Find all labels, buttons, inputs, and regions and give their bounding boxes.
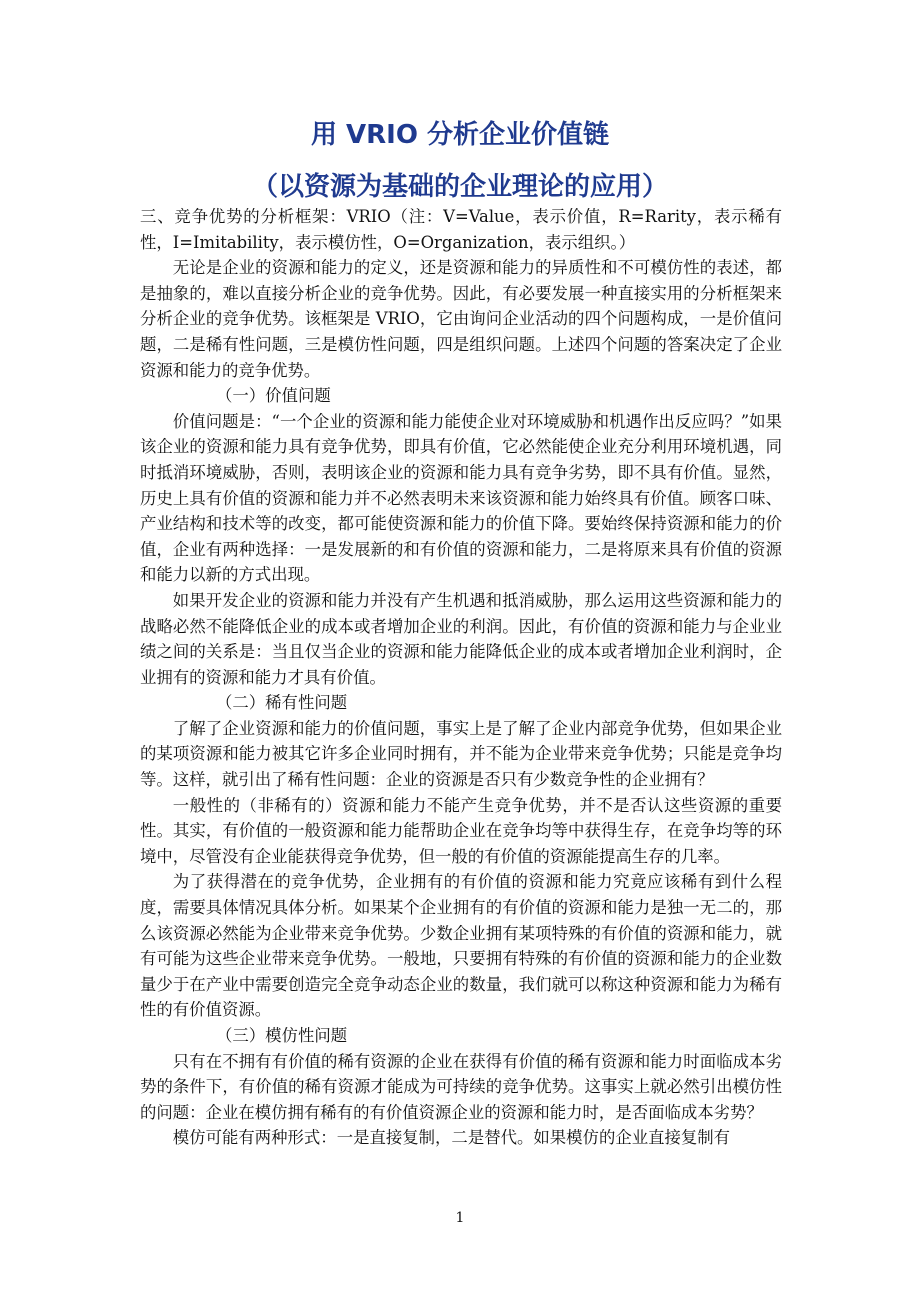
paragraph: 一般性的（非稀有的）资源和能力不能产生竞争优势，并不是否认这些资源的重要性。其实，有价值的一般资源和能力能帮助企业在竞争均等中获得生存，在竞争均等的环境中，尽管没有企业能获得竞争优势，但一般的有价值的资源能提高生存的几率。 — [140, 795, 782, 866]
paragraph: 了解了企业资源和能力的价值问题，事实上是了解了企业内部竞争优势，但如果企业的某项资源和能力被其它许多企业同时拥有，并不能为企业带来竞争优势；只能是竞争均等。这样，就引出了稀有性问题：企业的资源是否只有少数竞争性的企业拥有？ — [140, 718, 782, 790]
document-subtitle: （以资源为基础的企业理论的应用） — [251, 172, 668, 202]
section-heading-imitability: （三）模仿性问题 — [216, 1026, 348, 1045]
paragraph: 只有在不拥有有价值的稀有资源的企业在获得有价值的稀有资源和能力时面临成本劣势的条件下，有价值的稀有资源才能成为可持续的竞争优势。这事实上就必然引出模仿性的问题：企业在模仿拥有稀有的有价值资源企业的资源和能力时，是否面临成本劣势？ — [140, 1051, 782, 1122]
intro-paragraph: 三、竞争优势的分析框架：VRIO（注：V=Value，表示价值，R=Rarity，表示稀有性，I=Imitability，表示模仿性，O=Organization，表示组织。） — [140, 207, 782, 252]
paragraph: 模仿可能有两种形式：一是直接复制，二是替代。如果模仿的企业直接复制有 — [172, 1128, 731, 1148]
document-title: 用 VRIO 分析企业价值链 — [310, 120, 610, 150]
section-heading-value: （一）价值问题 — [216, 386, 331, 406]
page-number: 1 — [455, 1210, 465, 1226]
section-heading-rarity: （二）稀有性问题 — [216, 693, 348, 713]
paragraph: 无论是企业的资源和能力的定义，还是资源和能力的异质性和不可模仿性的表述，都是抽象的，难以直接分析企业的竞争优势。因此，有必要发展一种直接实用的分析框架来分析企业的竞争优势。该框架是 VRIO，它由询问企业活动的四个问题构成，一是价值问题，二是稀有性问题，三是模仿性问题，四是组织问题。上述四个问题的答案决定了企业资源和能力的竞争优势。 — [140, 258, 782, 380]
paragraph: 如果开发企业的资源和能力并没有产生机遇和抵消威胁，那么运用这些资源和能力的战略必然不能降低企业的成本或者增加企业的利润。因此，有价值的资源和能力与企业业绩之间的关系是：当且仅当企业的资源和能力能降低企业的成本或者增加企业利润时，企业拥有的资源和能力才具有价值。 — [140, 590, 782, 687]
paragraph: 为了获得潜在的竞争优势，企业拥有的有价值的资源和能力究竟应该稀有到什么程度，需要具体情况具体分析。如果某个企业拥有的有价值的资源和能力是独一无二的，那么该资源必然能为企业带来竞争优势。少数企业拥有某项特殊的有价值的资源和能力，就有可能为这些企业带来竞争优势。一般地，只要拥有特殊的有价值的资源和能力的企业数量少于在产业中需要创造完全竞争动态企业的数量，我们就可以称这种资源和能力为稀有性的有价值资源。 — [140, 872, 782, 1020]
document-body — [140, 204, 782, 1151]
paragraph: 价值问题是：“一个企业的资源和能力能使企业对环境威胁和机遇作出反应吗？”如果该企业的资源和能力具有竞争优势，即具有价值，它必然能使企业充分利用环境机遇，同时抵消环境威胁，否则，表明该企业的资源和能力具有竞争劣势，即不具有价值。显然，历史上具有价值的资源和能力并不必然表明未来该资源和能力始终具有价值。顾客口味、产业结构和技术等的改变，都可能使资源和能力的价值下降。要始终保持资源和能力的价值，企业有两种选择：一是发展新的和有价值的资源和能力，二是将原来具有价值的资源和能力以新的方式出现。 — [140, 411, 782, 585]
